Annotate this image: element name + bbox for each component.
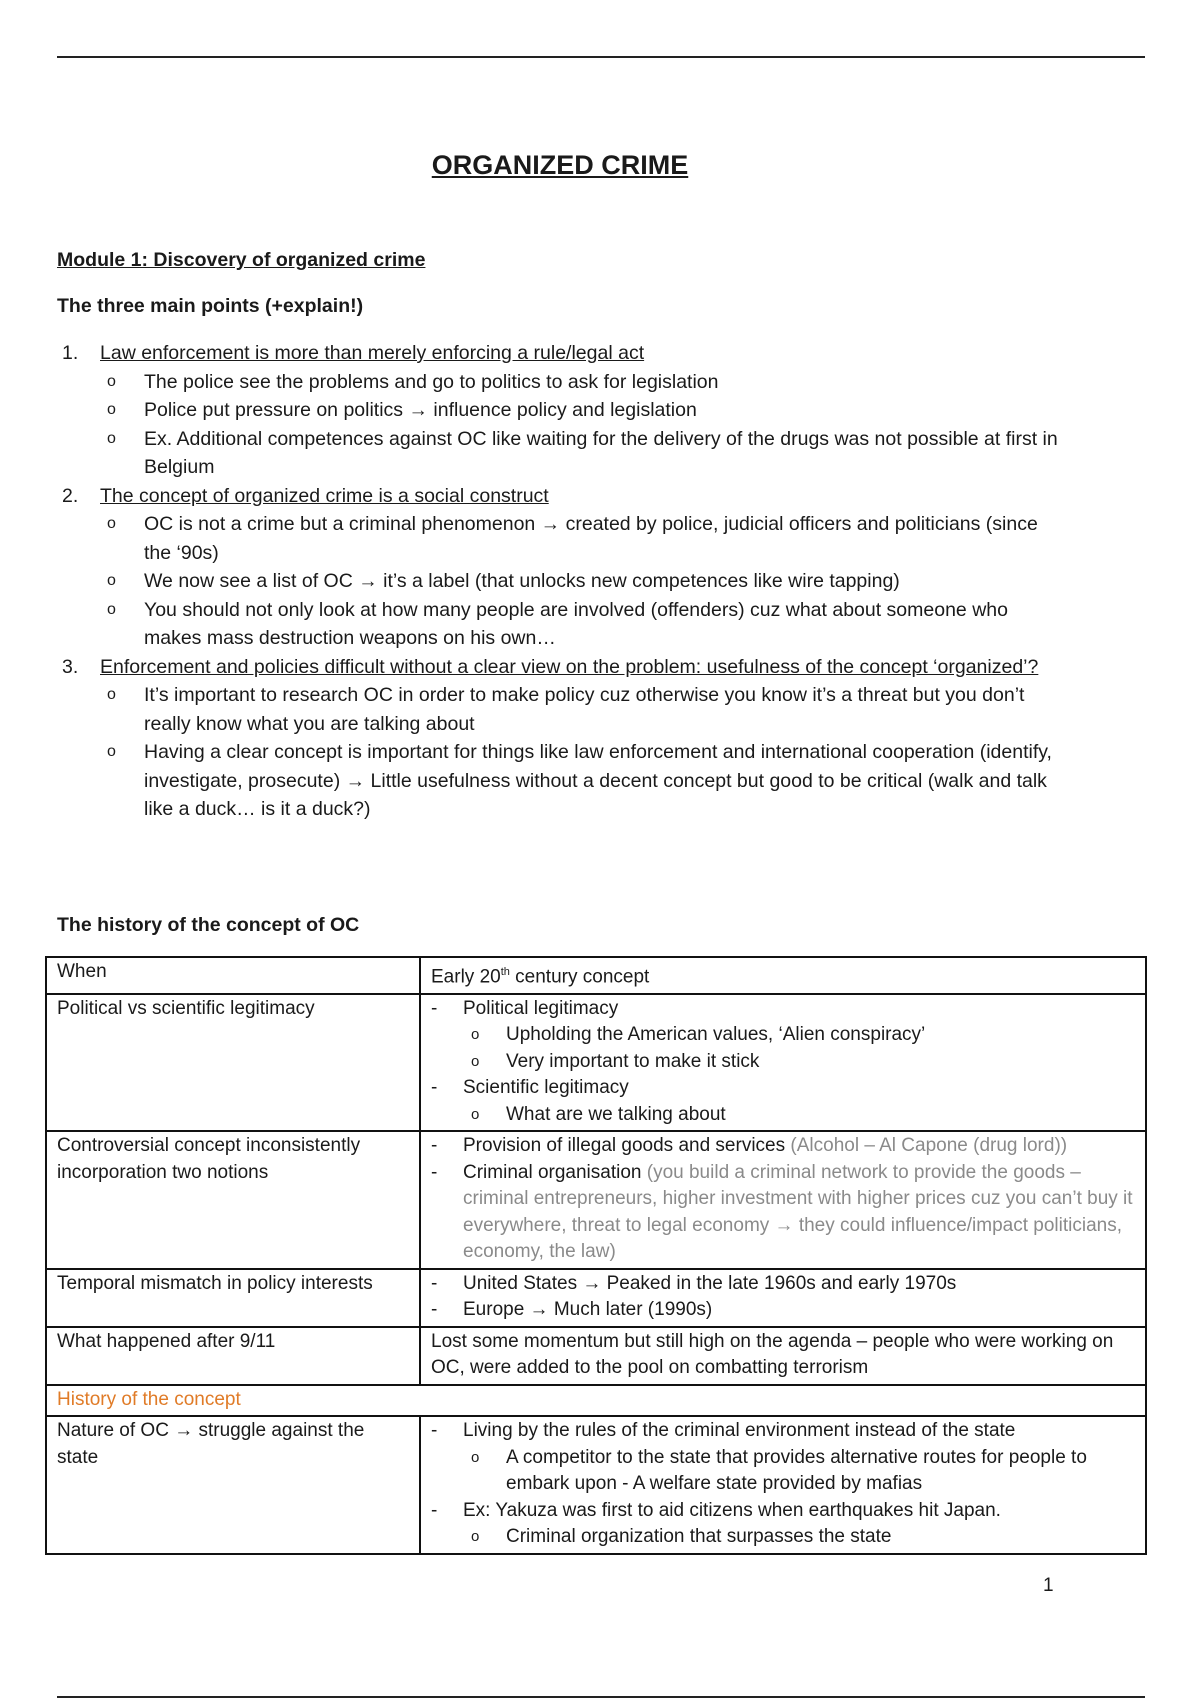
table-cell: Temporal mismatch in policy interests [46, 1269, 420, 1327]
table-cell [420, 1416, 1146, 1554]
cell-text: Ex: Yakuza was first to aid citizens when earthquakes hit Japan. [463, 1499, 1001, 1521]
table-cell: What happened after 9/11 [46, 1327, 420, 1385]
cell-text: United States → Peaked in the late 1960s and early 1970s [463, 1272, 957, 1294]
section-heading-cell: History of the concept [46, 1385, 1146, 1417]
bullet-icon: o [107, 600, 116, 618]
bullet-icon: o [471, 1026, 480, 1044]
dash-marker: - [431, 1499, 438, 1521]
sub-item [431, 1524, 1135, 1551]
bullet-icon: o [471, 1052, 480, 1070]
list-item [57, 510, 1067, 567]
table-row [46, 1269, 1146, 1327]
bullet-text: The police see the problems and go to politics to ask for legislation [144, 370, 719, 393]
table-row [46, 994, 1146, 1132]
list-item [57, 681, 1067, 738]
dash-marker: - [431, 1161, 438, 1183]
table-cell: Lost some momentum but still high on the agenda – people who were working on OC, were added to the pool on combatting terrorism [420, 1327, 1146, 1385]
point-title: Law enforcement is more than merely enforcing a rule/legal act [100, 342, 645, 364]
module-heading: Module 1: Discovery of organized crime [57, 249, 426, 271]
cell-text: Early 20 [431, 966, 501, 988]
cell-text: Very important to make it stick [506, 1050, 760, 1072]
bullet-icon: o [107, 401, 116, 418]
bullet-text: You should not only look at how many people are involved (offenders) cuz what about someone who makes mass destruction weapons on his own… [144, 598, 1008, 649]
bullet-text: Having a clear concept is important for things like law enforcement and international cooperation (identify, investigate, prosecute) → Little usefulness without a decent concept but good to be critical (walk and talk like a duck… is it a duck?) [144, 741, 1052, 820]
bullet-text: We now see a list of OC → it’s a label (that unlocks new competences like wire tapping) [144, 570, 900, 592]
bullet-icon: o [471, 1448, 480, 1466]
cell-text: What are we talking about [506, 1103, 726, 1125]
point-title: The concept of organized crime is a social construct [100, 484, 549, 507]
dash-marker: - [431, 1420, 438, 1442]
dash-item [431, 1418, 1135, 1445]
sub-item [431, 1445, 1135, 1498]
dash-item [431, 1297, 1135, 1324]
bullet-icon: o [471, 1105, 480, 1123]
dash-item [431, 1133, 1135, 1160]
list-item [57, 567, 1067, 596]
table-cell: Political vs scientific legitimacy [46, 994, 420, 1132]
history-table [45, 956, 1147, 1555]
dash-item [431, 996, 1135, 1023]
sub-item [431, 1049, 1135, 1076]
cell-text: Political legitimacy [463, 997, 619, 1019]
dash-marker: - [431, 1272, 438, 1294]
list-item [57, 368, 1067, 397]
bullet-icon: o [107, 686, 116, 703]
point-1 [57, 339, 1067, 368]
bullet-icon: o [107, 515, 116, 532]
dash-item [431, 1075, 1135, 1102]
table-cell [420, 1131, 1146, 1269]
dash-marker: - [431, 1135, 438, 1157]
table-row [46, 1327, 1146, 1385]
table-row [46, 957, 1146, 994]
cell-text: century concept [509, 966, 650, 988]
dash-item [431, 1271, 1135, 1298]
bullet-icon: o [107, 372, 116, 390]
list-item [57, 738, 1067, 824]
cell-text: Living by the rules of the criminal environment instead of the state [463, 1420, 1016, 1442]
bullet-icon: o [107, 743, 116, 760]
point-title: Enforcement and policies difficult without a clear view on the problem: usefulness of the concept ‘organized’? [100, 655, 1039, 678]
top-rule [57, 56, 1145, 58]
dash-marker: - [431, 1077, 438, 1099]
cell-text: Europe → Much later (1990s) [463, 1299, 713, 1321]
sub-item [431, 1102, 1135, 1129]
table-row [46, 1385, 1146, 1417]
cell-text: Upholding the American values, ‘Alien conspiracy’ [506, 1024, 926, 1046]
cell-text: A competitor to the state that provides alternative routes for people to embark upon - A welfare state provided by mafias [506, 1446, 1087, 1495]
bottom-rule [57, 1696, 1145, 1698]
page-number: 1 [1043, 1575, 1054, 1596]
dash-marker: - [431, 1299, 438, 1321]
points-heading: The three main points (+explain!) [57, 295, 364, 317]
bullet-text: Ex. Additional competences against OC like waiting for the delivery of the drugs was not possible at first in Belgium [144, 427, 1058, 478]
table-cell: Controversial concept inconsistently incorporation two notions [46, 1131, 420, 1269]
dash-marker: - [431, 997, 438, 1019]
cell-note: (Alcohol – Al Capone (drug lord)) [790, 1135, 1068, 1157]
point-3 [57, 653, 1067, 682]
point-number: 1. [62, 342, 79, 364]
cell-note: (you build a criminal network to provide the goods – criminal entrepreneurs, higher investment with higher prices cuz you can’t buy it everywhere, threat to legal economy → they could influence/impact politicians, economy, the law) [463, 1161, 1133, 1263]
bullet-icon: o [107, 429, 116, 447]
bullet-text: Police put pressure on politics → influence policy and legislation [144, 399, 697, 421]
cell-text: Criminal organization that surpasses the state [506, 1526, 892, 1548]
cell-text: Criminal organisation [463, 1161, 642, 1183]
table-row [46, 1416, 1146, 1554]
table-row [46, 1131, 1146, 1269]
main-points-list [57, 339, 1067, 824]
point-2 [57, 482, 1067, 511]
table-cell: Nature of OC → struggle against the state [46, 1416, 420, 1554]
bullet-icon: o [107, 572, 116, 589]
superscript: th [500, 966, 510, 978]
bullet-icon: o [471, 1528, 480, 1546]
cell-text: Provision of illegal goods and services [463, 1135, 786, 1157]
bullet-text: It’s important to research OC in order to make policy cuz otherwise you know it’s a threat but you don’t really know what you are talking about [144, 684, 1025, 735]
point-number: 3. [62, 655, 79, 678]
bullet-text: OC is not a crime but a criminal phenomenon → created by police, judicial officers and politicians (since the ‘90s) [144, 513, 1038, 564]
table-cell [420, 994, 1146, 1132]
dash-item [431, 1160, 1135, 1266]
table-cell [420, 1269, 1146, 1327]
table-cell [420, 957, 1146, 994]
table-cell: When [46, 957, 420, 994]
list-item [57, 425, 1067, 482]
history-heading: The history of the concept of OC [57, 914, 360, 936]
dash-item [431, 1498, 1135, 1525]
sub-item [431, 1022, 1135, 1049]
cell-text: Scientific legitimacy [463, 1077, 629, 1099]
list-item [57, 396, 1067, 425]
page-title: ORGANIZED CRIME [431, 150, 689, 180]
list-item [57, 596, 1067, 653]
point-number: 2. [62, 484, 79, 507]
